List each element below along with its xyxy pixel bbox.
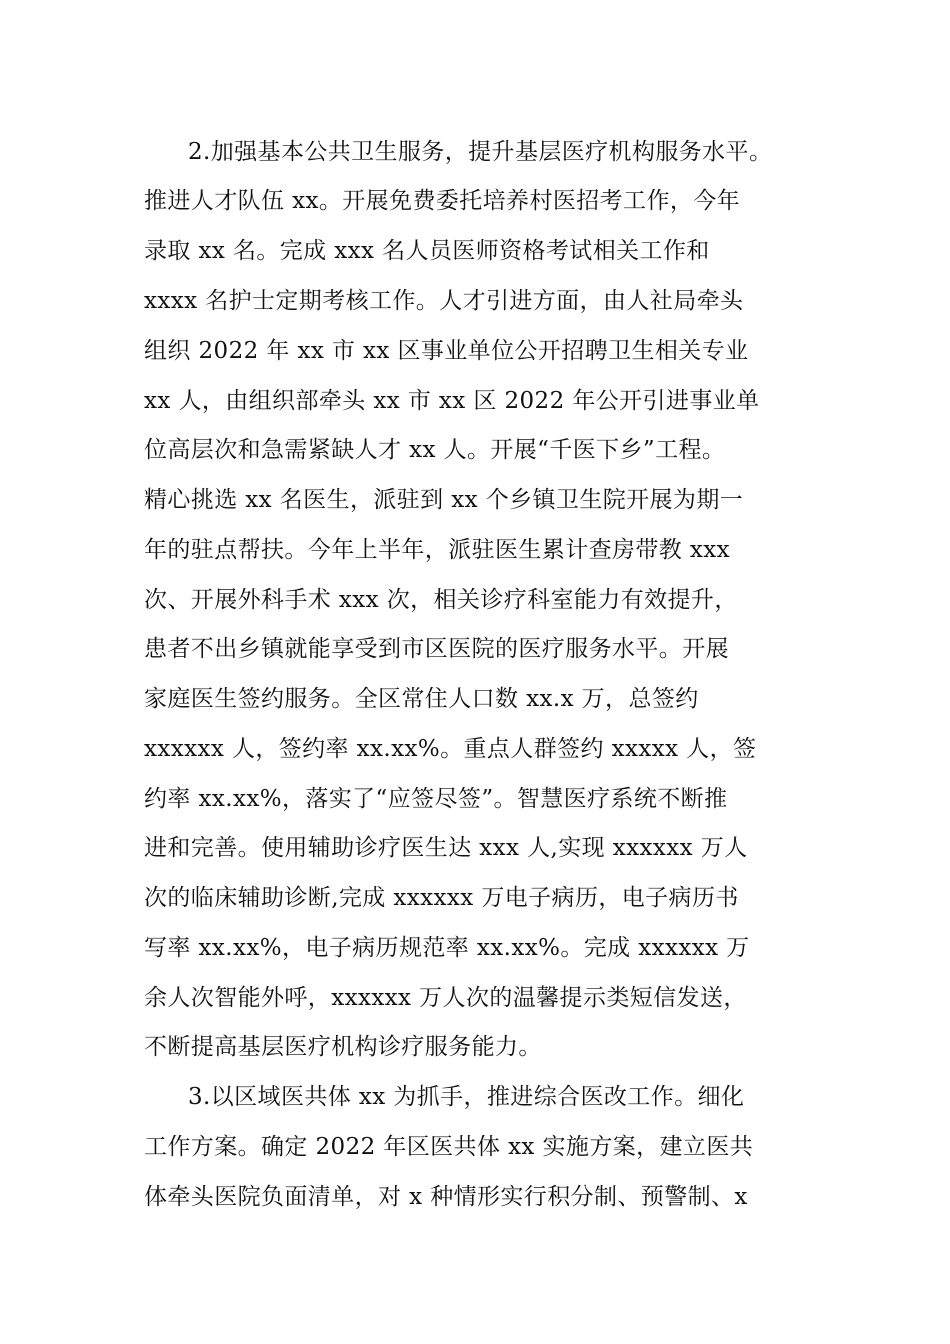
paragraph-line: 进和完善。使用辅助诊疗医生达 xxx 人,实现 xxxxxx 万人 bbox=[144, 835, 748, 861]
paragraph-line: xxxx 名护士定期考核工作。人才引进方面，由人社局牵头 bbox=[144, 288, 744, 314]
paragraph-line: 患者不出乡镇就能享受到市区医院的医疗服务水平。开展 bbox=[144, 636, 729, 662]
paragraph-line: 位高层次和急需紧缺人才 xx 人。开展“千医下乡”工程。 bbox=[144, 437, 726, 463]
paragraph-line: 余人次智能外呼，xxxxxx 万人次的温馨提示类短信发送， bbox=[144, 985, 747, 1011]
paragraph-line: 2.加强基本公共卫生服务，提升基层医疗机构服务水平。 bbox=[188, 139, 773, 165]
paragraph-line: 次的临床辅助诊断,完成 xxxxxx 万电子病历，电子病历书 bbox=[144, 885, 739, 911]
paragraph-line: 家庭医生签约服务。全区常住人口数 xx.x 万，总签约 bbox=[144, 686, 699, 712]
paragraph-line: xx 人，由组织部牵头 xx 市 xx 区 2022 年公开引进事业单 bbox=[144, 388, 760, 414]
paragraph-line: 写率 xx.xx%，电子病历规范率 xx.xx%。完成 xxxxxx 万 bbox=[144, 935, 750, 961]
paragraph-line: 次、开展外科手术 xxx 次，相关诊疗科室能力有效提升， bbox=[144, 587, 738, 613]
paragraph-line: 约率 xx.xx%，落实了“应签尽签”。智慧医疗系统不断推 bbox=[144, 786, 728, 812]
paragraph-line: 录取 xx 名。完成 xxx 名人员医师资格考试相关工作和 bbox=[144, 238, 710, 264]
paragraph-line: 不断提高基层医疗机构诊疗服务能力。 bbox=[144, 1034, 542, 1060]
paragraph-line: 工作方案。确定 2022 年区医共体 xx 实施方案，建立医共 bbox=[144, 1134, 754, 1160]
paragraph-line: 组织 2022 年 xx 市 xx 区事业单位公开招聘卫生相关专业 bbox=[144, 338, 749, 364]
paragraph-line: xxxxxx 人，签约率 xx.xx%。重点人群签约 xxxxx 人，签 bbox=[144, 736, 757, 762]
paragraph-line: 推进人才队伍 xx。开展免费委托培养村医招考工作，今年 bbox=[144, 188, 741, 214]
paragraph-line: 3.以区域医共体 xx 为抓手，推进综合医改工作。细化 bbox=[188, 1084, 745, 1110]
paragraph-line: 年的驻点帮扶。今年上半年，派驻医生累计查房带教 xxx bbox=[144, 537, 731, 563]
paragraph-line: 精心挑选 xx 名医生，派驻到 xx 个乡镇卫生院开展为期一 bbox=[144, 487, 744, 513]
paragraph-line: 体牵头医院负面清单，对 x 种情形实行积分制、预警制、x bbox=[144, 1184, 748, 1210]
